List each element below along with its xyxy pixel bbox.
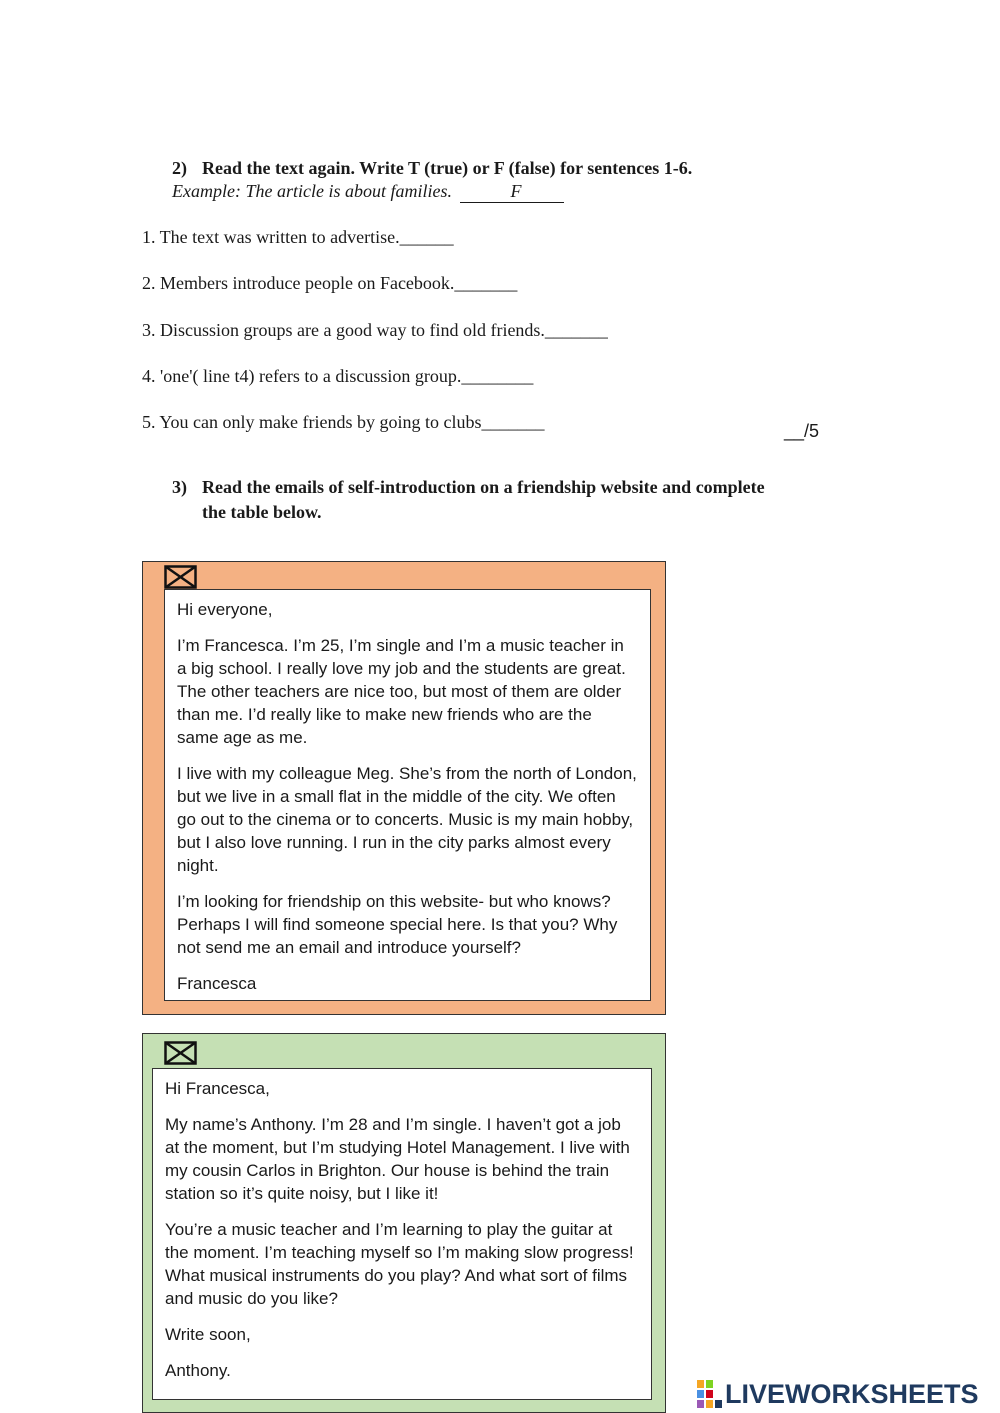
email-francesca (142, 561, 666, 1015)
tf-item-1[interactable]: 1. The text was written to advertise.______ (142, 227, 454, 247)
email-paragraph: Hi everyone, (177, 600, 273, 619)
question-3-title: 3) Read the emails of self-introduction on a friendship website and complete the table below. (172, 477, 765, 522)
email-paragraph: My name’s Anthony. I’m 28 and I’m single. I haven’t got a job at the moment, but I’m studying Hotel Management. I live with my cousin Carlos in Brighton. Our house is behind the train station so it’s quite noisy, but I like it! (165, 1115, 630, 1203)
liveworksheets-logo (697, 1379, 979, 1409)
example-answer-line: F (460, 181, 564, 203)
email-paragraph: I’m looking for friendship on this website- but who knows? Perhaps I will find someone special here. Is that you? Why not send me an email and introduce yourself? (177, 892, 618, 957)
email-francesca-body (164, 589, 651, 1001)
email-paragraph: Hi Francesca, (165, 1079, 270, 1098)
email-anthony (142, 1033, 666, 1413)
email-anthony-body (152, 1068, 652, 1400)
tf-item-2[interactable]: 2. Members introduce people on Facebook._______ (142, 273, 518, 293)
liveworksheets-logo-icon (697, 1380, 723, 1408)
envelope-icon (164, 1041, 197, 1065)
email-paragraph: You’re a music teacher and I’m learning to play the guitar at the moment. I’m teaching myself so I’m making slow progress! What musical instruments do you play? And what sort of films and music do you like? (165, 1220, 634, 1308)
email-paragraph: I live with my colleague Meg. She’s from the north of London, but we live in a small flat in the middle of the city. We often go out to the cinema or to concerts. Music is my main hobby, but I also love running. I run in the city parks almost every night. (177, 764, 637, 875)
question-2-title: 2) Read the text again. Write T (true) or F (false) for sentences 1-6. (172, 158, 693, 178)
question-2-example: Example: The article is about families. F (172, 181, 564, 203)
score-label: __/5 (784, 421, 820, 441)
tf-item-5[interactable]: 5. You can only make friends by going to clubs_______ (142, 412, 545, 432)
tf-item-4[interactable]: 4. 'one'( line t4) refers to a discussion group.________ (142, 366, 534, 386)
email-signature: Anthony. (165, 1361, 231, 1380)
email-paragraph: Write soon, (165, 1325, 251, 1344)
email-paragraph: I’m Francesca. I’m 25, I’m single and I’m a music teacher in a big school. I really love my job and the students are great. The other teachers are nice too, but most of them are older than me. I’d really like to make new friends who are the same age as me. (177, 636, 626, 747)
envelope-icon (164, 565, 197, 589)
tf-item-3[interactable]: 3. Discussion groups are a good way to find old friends._______ (142, 320, 608, 340)
email-signature: Francesca (177, 974, 257, 993)
liveworksheets-logo-text: LIVEWORKSHEETS (725, 1378, 979, 1409)
